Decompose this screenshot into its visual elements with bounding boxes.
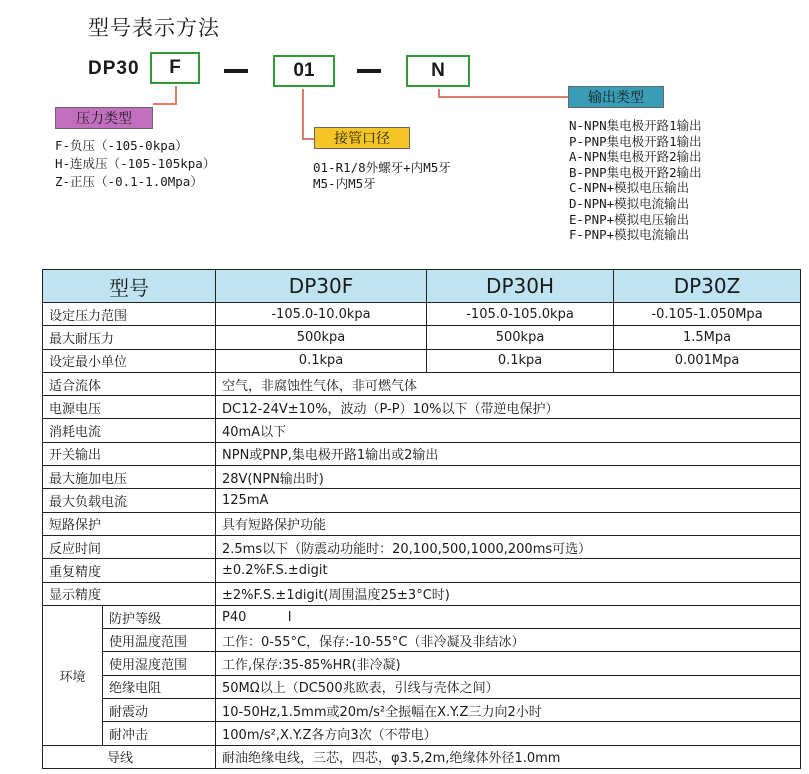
code-box-output: N (406, 55, 470, 87)
page-title: 型号表示方法 (88, 16, 220, 40)
row-label: 消耗电流 (43, 419, 216, 442)
code-dash-2 (357, 69, 381, 73)
row-value: 耐油绝缘电线，三芯，四芯，φ3.5,2m,绝缘体外径1.0mm (216, 745, 801, 768)
row-value: 125mA (216, 489, 801, 512)
row-label: 耐冲击 (103, 722, 216, 745)
row-label: 最大负载电流 (43, 489, 216, 512)
cell-dp30h: -105.0-105.0kpa (427, 303, 614, 326)
table-row (43, 512, 801, 535)
cell-dp30z: 1.5Mpa (614, 326, 801, 349)
row-label: 电源电压 (43, 396, 216, 419)
cell-dp30f: -105.0-10.0kpa (216, 303, 427, 326)
table-row (43, 489, 801, 512)
row-label: 设定最小单位 (43, 349, 216, 372)
table-row (43, 629, 801, 652)
row-value: 10-50Hz,1.5mm或20m/s²全振幅在X.Y.Z三力向2小时 (216, 699, 801, 722)
table-row (43, 675, 801, 698)
table-row (43, 559, 801, 582)
row-value: DC12-24V±10%，波动（P-P）10%以下（带逆电保护） (216, 396, 801, 419)
output-type-item: F-PNP+模拟电流输出 (569, 227, 690, 243)
table-row (43, 722, 801, 745)
cell-dp30z: 0.001Mpa (614, 349, 801, 372)
cell-dp30h: 0.1kpa (427, 349, 614, 372)
row-value: ±2%F.S.±1digit(周围温度25±3°C时) (216, 582, 801, 605)
label-port-size: 接管口径 (314, 127, 410, 149)
row-value: ±0.2%F.S.±digit (216, 559, 801, 582)
pressure-type-item: F-负压（-105-0kpa） (55, 138, 188, 153)
row-label: 使用湿度范围 (103, 652, 216, 675)
row-label: 短路保护 (43, 512, 216, 535)
header-model: 型号 (43, 270, 216, 303)
row-value: 具有短路保护功能 (216, 512, 801, 535)
port-size-item: M5-内M5牙 (313, 176, 376, 191)
port-size-list (313, 160, 451, 192)
model-prefix: DP30 (88, 58, 140, 79)
output-type-list (569, 118, 702, 243)
output-type-item: C-NPN+模拟电压输出 (569, 180, 690, 196)
pressure-type-item: Z-正压（-0.1-1.0Mpa） (55, 174, 203, 189)
row-value: NPN或PNP,集电极开路1输出或2输出 (216, 442, 801, 465)
table-row (43, 442, 801, 465)
row-label: 导线 (43, 745, 216, 768)
cell-dp30f: 500kpa (216, 326, 427, 349)
row-label: 设定压力范围 (43, 303, 216, 326)
row-label: 最大耐压力 (43, 326, 216, 349)
output-type-item: N-NPN集电极开路1输出 (569, 118, 702, 133)
table-row (43, 605, 801, 628)
row-value: 工作,保存:35-85%HR(非冷凝) (216, 652, 801, 675)
table-header-row (43, 270, 801, 303)
table-row (43, 303, 801, 326)
cell-dp30z: -0.105-1.050Mpa (614, 303, 801, 326)
header-dp30h: DP30H (427, 270, 614, 303)
port-size-item: 01-R1/8外螺牙+内M5牙 (313, 160, 451, 175)
row-value: P40 I (216, 605, 801, 628)
table-row (43, 745, 801, 768)
header-dp30z: DP30Z (614, 270, 801, 303)
row-value: 2.5ms以下（防震动功能时：20,100,500,1000,200ms可选） (216, 535, 801, 558)
table-row (43, 582, 801, 605)
row-value: 50MΩ以上（DC500兆欧表，引线与壳体之间） (216, 675, 801, 698)
table-row (43, 396, 801, 419)
env-group-label: 环境 (43, 605, 103, 745)
cell-dp30f: 0.1kpa (216, 349, 427, 372)
cell-dp30h: 500kpa (427, 326, 614, 349)
output-type-item: A-NPN集电极开路2输出 (569, 149, 702, 165)
row-value: 工作：0-55°C，保存:-10-55°C（非冷凝及非结冰） (216, 629, 801, 652)
leader-port-v (302, 89, 304, 139)
row-label: 适合流体 (43, 372, 216, 395)
row-value: 40mA以下 (216, 419, 801, 442)
label-output-type: 输出类型 (568, 86, 664, 108)
pressure-type-item: H-连成压（-105-105kpa） (55, 156, 216, 171)
row-value: 28V(NPN输出时) (216, 466, 801, 489)
row-value: 空气，非腐蚀性气体，非可燃气体 (216, 372, 801, 395)
header-dp30f: DP30F (216, 270, 427, 303)
leader-port-h (302, 138, 314, 140)
table-row (43, 326, 801, 349)
row-label: 显示精度 (43, 582, 216, 605)
row-label: 最大施加电压 (43, 466, 216, 489)
row-label: 使用温度范围 (103, 629, 216, 652)
pressure-type-list (55, 137, 215, 191)
table-row (43, 372, 801, 395)
output-type-item: B-PNP集电极开路2输出 (569, 164, 702, 180)
row-label: 耐震动 (103, 699, 216, 722)
label-pressure-type: 压力类型 (55, 107, 153, 129)
output-type-item: P-PNP集电极开路1输出 (569, 133, 702, 149)
table-row (43, 652, 801, 675)
leader-pressure-v (175, 86, 177, 104)
table-row (43, 419, 801, 442)
table-row (43, 349, 801, 372)
table-row (43, 466, 801, 489)
table-row (43, 699, 801, 722)
code-box-pressure: F (150, 52, 200, 84)
row-label: 重复精度 (43, 559, 216, 582)
row-label: 绝缘电阻 (103, 675, 216, 698)
spec-table (42, 269, 801, 769)
code-dash-1 (224, 69, 248, 73)
leader-pressure-h (153, 103, 177, 105)
row-label: 开关输出 (43, 442, 216, 465)
leader-output-h (438, 96, 568, 98)
output-type-item: D-NPN+模拟电流输出 (569, 195, 690, 211)
row-label: 反应时间 (43, 535, 216, 558)
table-row (43, 535, 801, 558)
row-label: 防护等级 (103, 605, 216, 628)
output-type-item: E-PNP+模拟电压输出 (569, 211, 690, 227)
row-value: 100m/s²,X.Y.Z各方向3次（不带电） (216, 722, 801, 745)
code-box-port: 01 (273, 55, 335, 87)
